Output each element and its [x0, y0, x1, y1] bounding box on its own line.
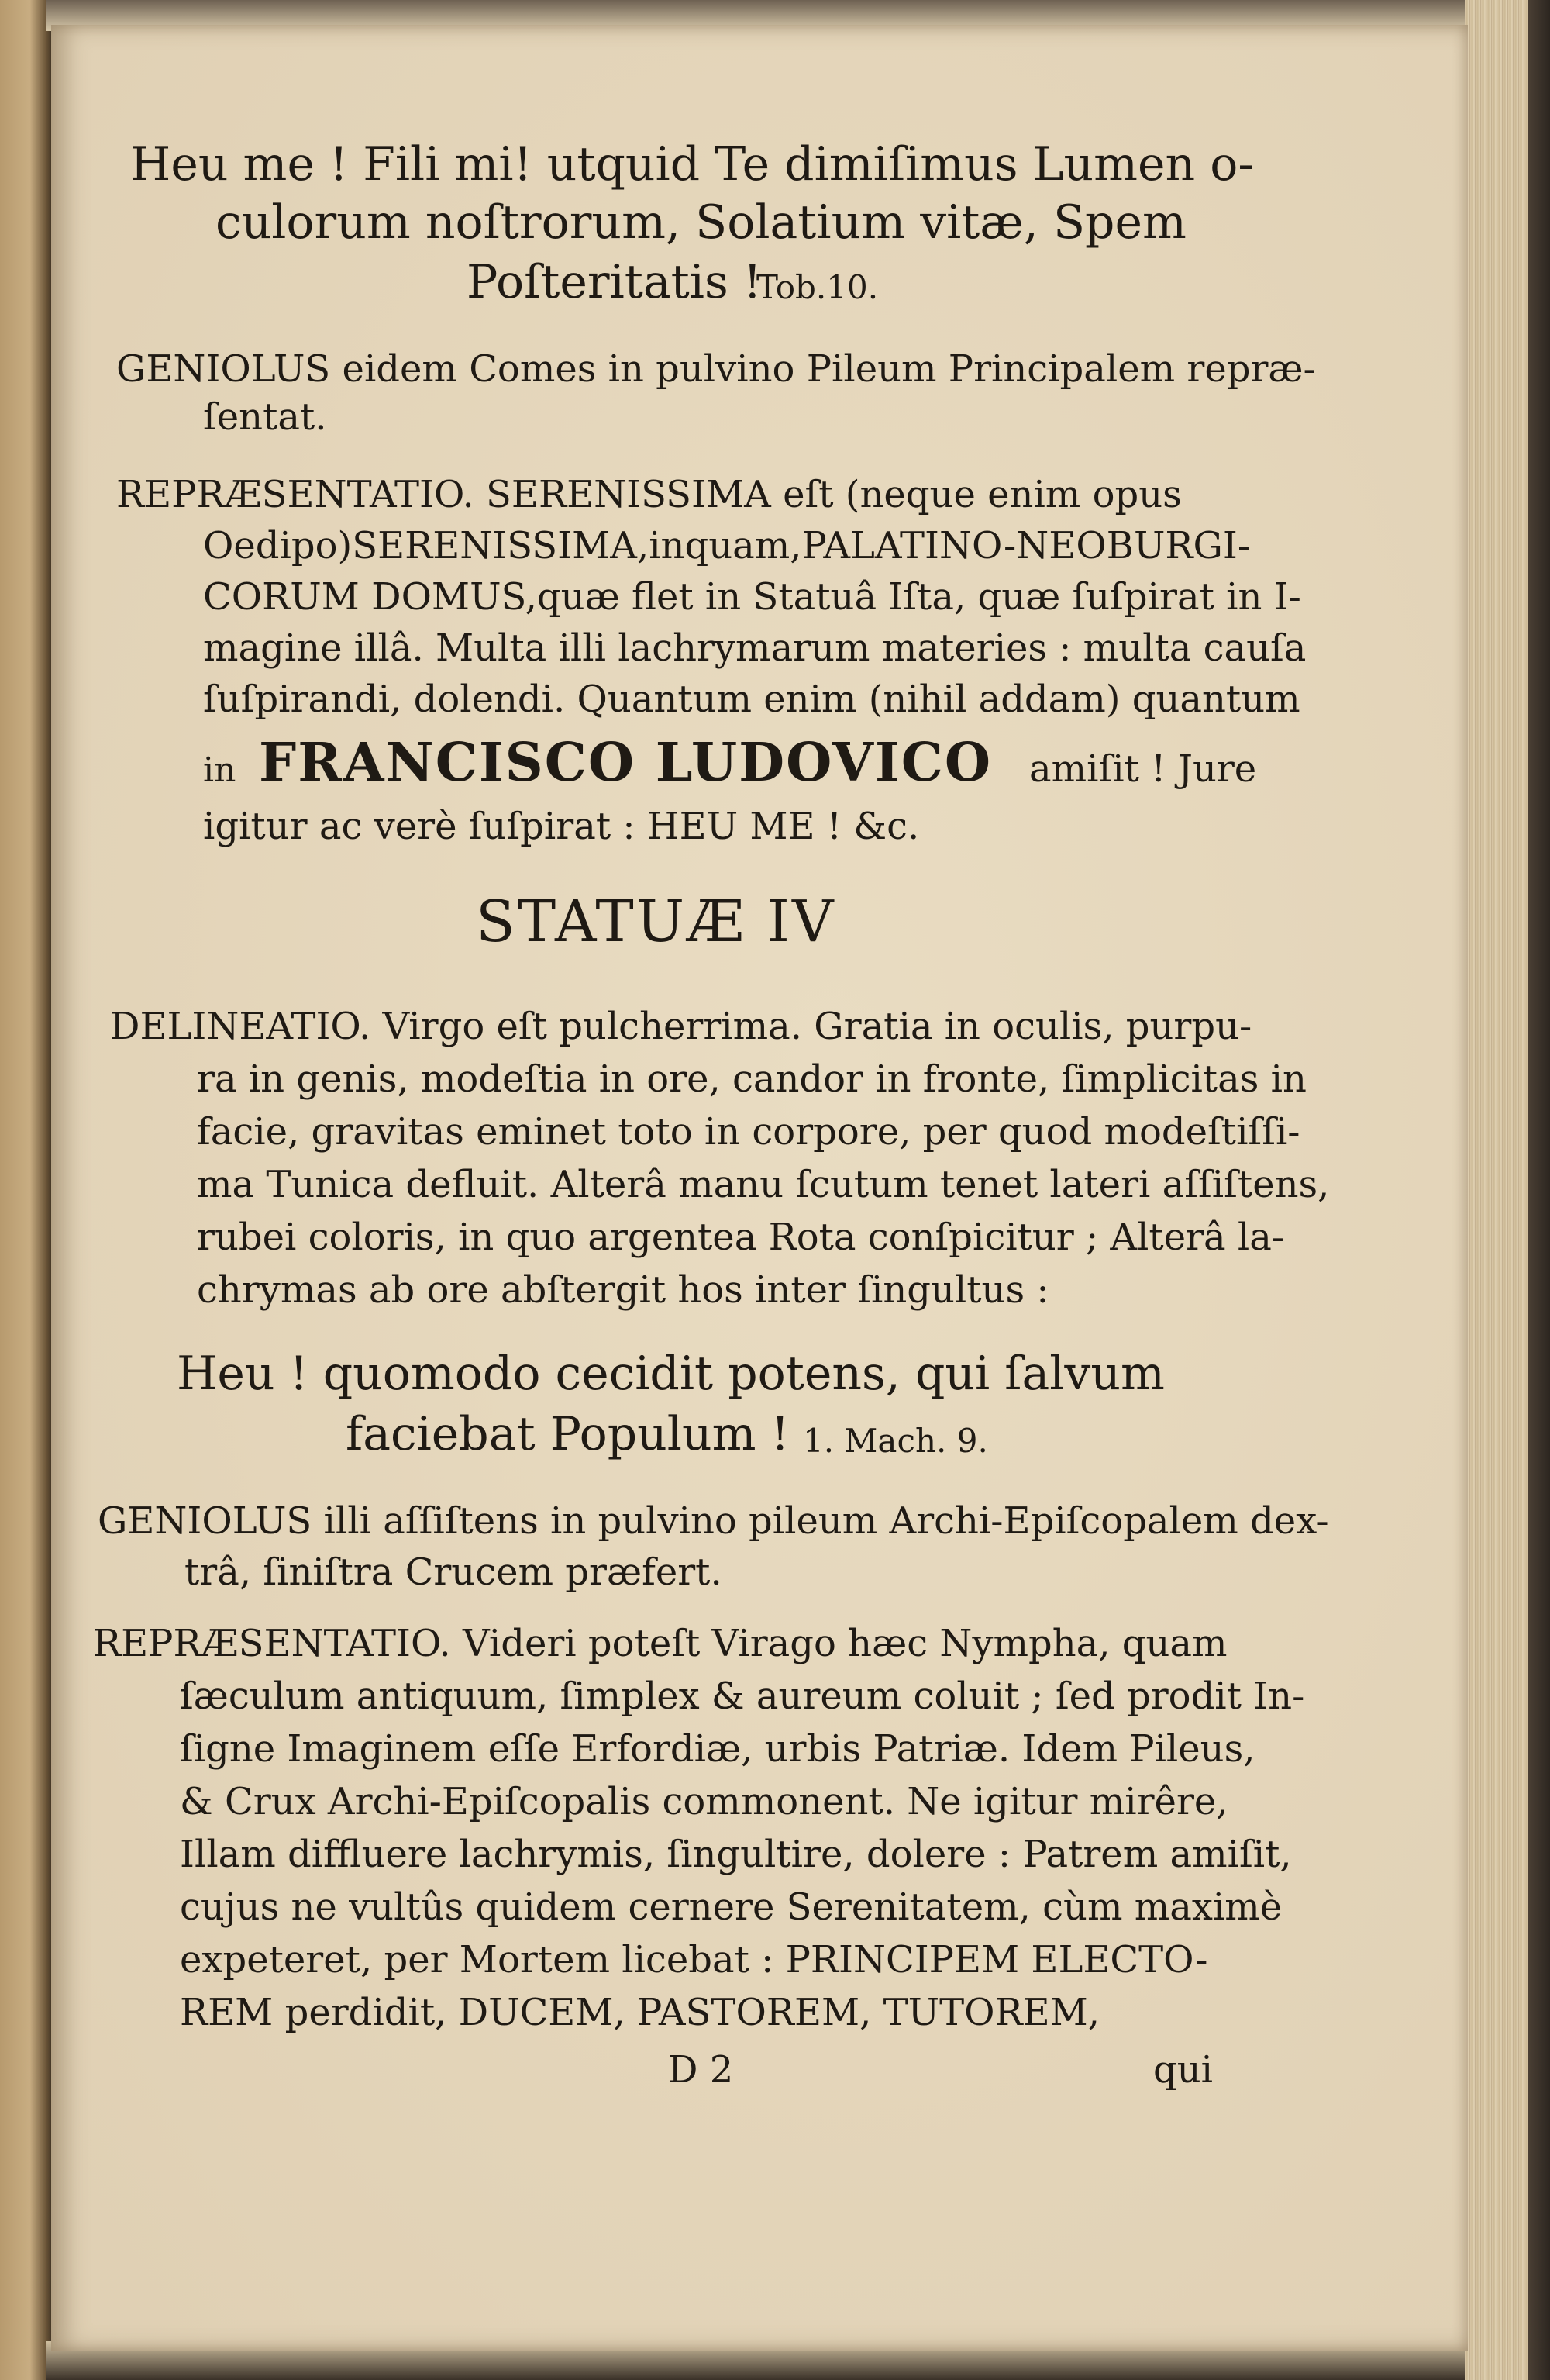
delineatio-line2: ra in genis, modeſtia in ore, candor in fronte, ſimplicitas in — [197, 1057, 1307, 1101]
quote1-line2: culorum noſtrorum, Solatium vitæ, Spem — [215, 195, 1187, 250]
quote2-reference: 1. Mach. 9. — [803, 1422, 988, 1460]
geniolus2-line2: trâ, ſiniſtra Crucem præfert. — [184, 1550, 722, 1594]
repraesentatio1-line2: Oedipo)SERENISSIMA,inquam,PALATINO-NEOBURGI- — [203, 524, 1251, 567]
delineatio-line4: ma Tunica defluit. Alterâ manu ſcutum tenet lateri aſſiſtens, — [197, 1163, 1330, 1206]
repraesentatio1-line4: magine illâ. Multa illi lachrymarum materies : multa cauſa — [203, 626, 1307, 670]
repraesentatio1-line6-name: FRANCISCO LUDOVICO — [259, 732, 993, 794]
geniolus2-line1: GENIOLUS illi aſſiſtens in pulvino pileum Archi-Epiſcopalem dex- — [98, 1499, 1329, 1543]
delineatio-line6: chrymas ab ore abſtergit hos inter ſingultus : — [197, 1268, 1049, 1312]
quote1-line3: Poſteritatis ! — [467, 255, 762, 309]
quote1-line1: Heu me ! Fili mi! utquid Te dimiſimus Lumen o- — [130, 137, 1254, 191]
repraesentatio2-line3: ſigne Imaginem eſſe Erfordiæ, urbis Patriæ. Idem Pileus, — [180, 1727, 1256, 1771]
repraesentatio1-line1: REPRÆSENTATIO. SERENISSIMA eſt (neque enim opus — [116, 473, 1182, 516]
quote2-line2: faciebat Populum ! — [346, 1407, 790, 1461]
repraesentatio1-line7: igitur ac verè ſuſpirat : HEU ME ! &c. — [203, 805, 920, 848]
geniolus1-line2: ſentat. — [203, 395, 327, 439]
book-cover-edge — [1528, 0, 1550, 2380]
repraesentatio2-line1: REPRÆSENTATIO. Videri poteſt Virago hæc Nympha, quam — [93, 1622, 1228, 1665]
quote1-reference: Tob.10. — [756, 268, 879, 306]
repraesentatio2-line7: expeteret, per Mortem licebat : PRINCIPEM ELECTO- — [180, 1938, 1208, 1982]
repraesentatio1-line3: CORUM DOMUS,quæ flet in Statuâ Iſta, quæ ſuſpirat in I- — [203, 575, 1301, 619]
delineatio-line1: DELINEATIO. Virgo eſt pulcherrima. Gratia in oculis, purpu- — [110, 1005, 1252, 1048]
signature-mark: D 2 — [668, 2048, 734, 2092]
repraesentatio1-line6-suffix: amiſit ! Jure — [1029, 747, 1257, 791]
left-gutter — [0, 0, 54, 2380]
repraesentatio2-line4: & Crux Archi-Epiſcopalis commonent. Ne igitur mirêre, — [180, 1780, 1228, 1823]
section-heading: STATUÆ IV — [476, 888, 836, 955]
repraesentatio2-line2: ſæculum antiquum, ſimplex & aureum coluit ; ſed prodit In- — [180, 1675, 1305, 1718]
delineatio-line3: facie, gravitas eminet toto in corpore, per quod modeſtiſſi- — [197, 1110, 1300, 1154]
repraesentatio2-line6: cujus ne vultûs quidem cernere Serenitatem, cùm maximè — [180, 1885, 1283, 1929]
book-page — [51, 25, 1468, 2351]
repraesentatio1-line5: ſuſpirandi, dolendi. Quantum enim (nihil addam) quantum — [203, 678, 1300, 721]
catchword: qui — [1153, 2048, 1213, 2092]
repraesentatio2-line8: REM perdidit, DUCEM, PASTOREM, TUTOREM, — [180, 1991, 1100, 2034]
geniolus1-line1: GENIOLUS eidem Comes in pulvino Pileum Principalem repræ- — [116, 347, 1316, 391]
quote2-line1: Heu ! quomodo cecidit potens, qui ſalvum — [177, 1347, 1165, 1401]
delineatio-line5: rubei coloris, in quo argentea Rota conſpicitur ; Alterâ la- — [197, 1216, 1285, 1259]
repraesentatio1-line6-prefix: in — [203, 750, 236, 790]
repraesentatio2-line5: Illam diffluere lachrymis, ſingultire, dolere : Patrem amiſit, — [180, 1833, 1292, 1876]
